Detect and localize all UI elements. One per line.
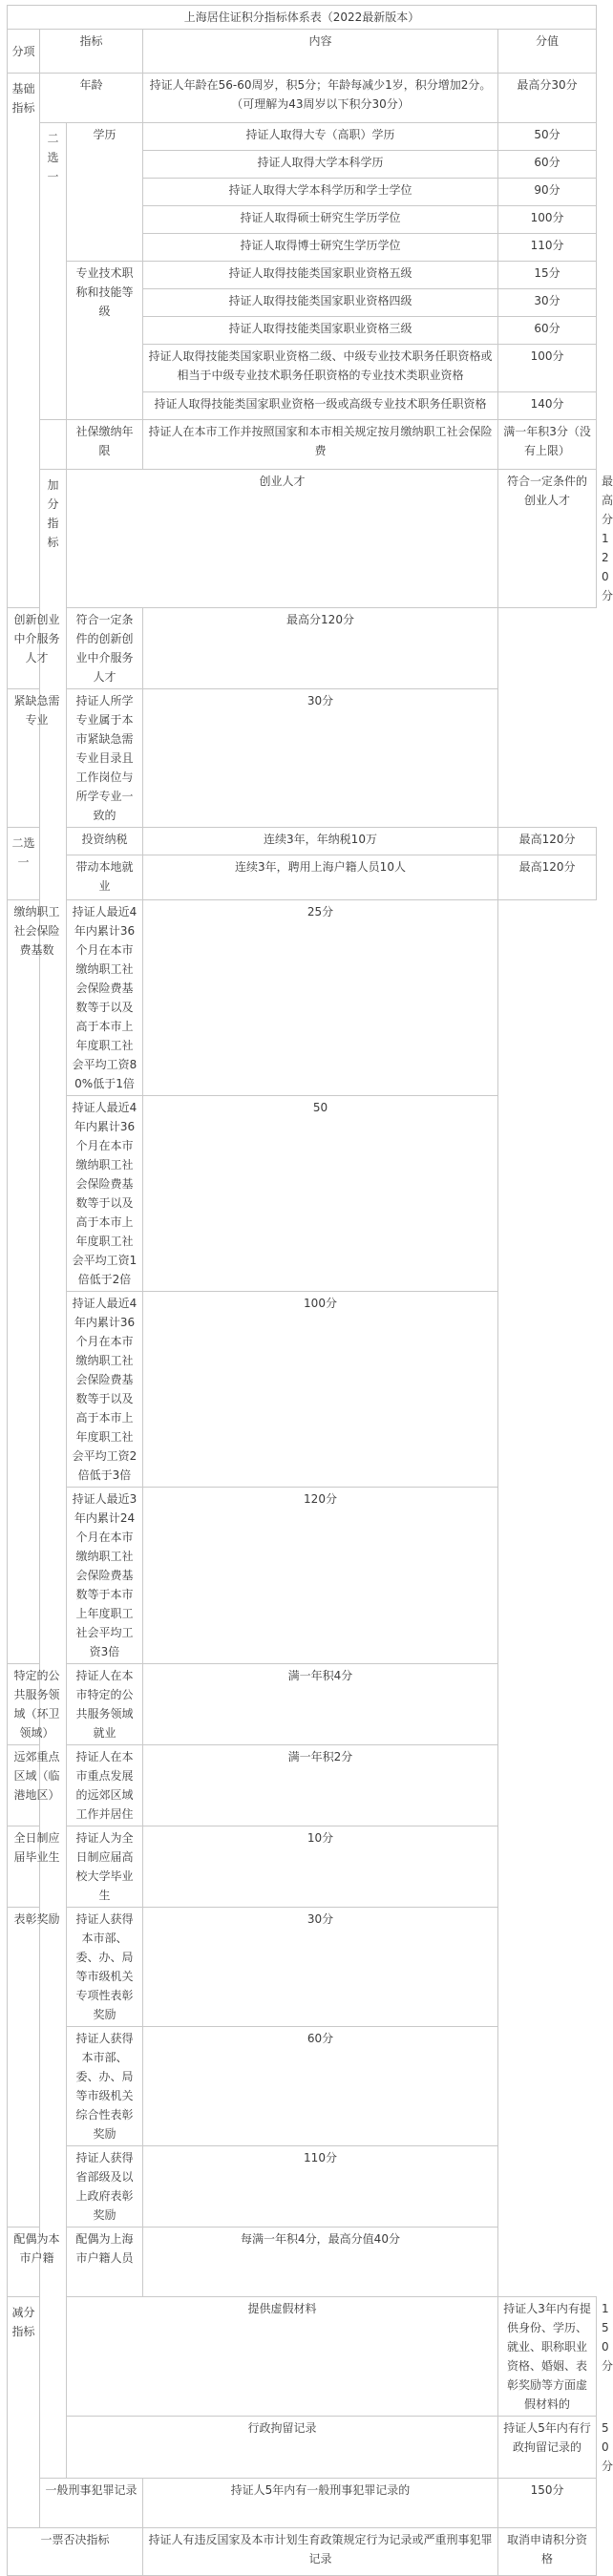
- table-row-score: 30分: [143, 1908, 498, 2027]
- category-basic: 基础指标: [8, 74, 40, 608]
- table-row-content: 持证人最近4年内累计36个月在本市缴纳职工社会保险费基数等于以及高于本市上年度职工社会平均工资1倍低于2倍: [67, 1096, 143, 1292]
- content-criminal: 持证人5年内有一般刑事犯罪记录的: [143, 2479, 498, 2528]
- table-row-content: 持证人取得硕士研究生学历学位: [143, 206, 498, 234]
- table-row-score: 50分: [498, 123, 597, 151]
- choose-one-basic: 二选一: [40, 123, 67, 420]
- indicator-detention: 行政拘留记录: [67, 2417, 498, 2479]
- indicator-investment: 投资纳税: [67, 828, 143, 855]
- score-investment: 最高120分: [498, 828, 597, 855]
- header-indicator: 指标: [40, 30, 143, 74]
- score-graduate: 10分: [143, 1826, 498, 1908]
- table-row-content: 持证人取得技能类国家职业资格四级: [143, 289, 498, 317]
- table-row-content: 持证人取得大专（高职）学历: [143, 123, 498, 151]
- table-title: 上海居住证积分指标体系表（2022最新版本）: [8, 6, 597, 30]
- content-intermediary: 符合一定条件的创新创业中介服务人才: [67, 608, 143, 689]
- table-row-content: 持证人获得本市部、委、办、局等市级机关专项性表彰奖励: [67, 1908, 143, 2027]
- indicator-commendation: 表彰奖励: [8, 1908, 67, 2228]
- indicator-age: 年龄: [40, 74, 143, 123]
- indicator-suburban: 远郊重点区域（临港地区）: [8, 1745, 67, 1826]
- table-row-content: 持证人取得技能类国家职业资格二级、中级专业技术职务任职资格或相当于中级专业技术职务任职资格的专业技术类职业资格: [143, 345, 498, 392]
- content-public-service: 持证人在本市特定的公共服务领域就业: [67, 1664, 143, 1745]
- score-intermediary: 最高分120分: [143, 608, 498, 689]
- content-false-materials: 持证人3年内有提供身份、学历、就业、职称职业资格、婚姻、表彰奖励等方面虚假材料的: [498, 2297, 597, 2417]
- table-row-score: 110分: [143, 2146, 498, 2228]
- indicator-education: 学历: [67, 123, 143, 262]
- spacer-cell: [40, 420, 67, 470]
- table-row-score: 100分: [498, 345, 597, 392]
- content-shortage: 持证人所学专业属于本市紧缺急需专业目录且工作岗位与所学专业一致的: [67, 689, 143, 828]
- indicator-social-security: 社保缴纳年限: [67, 420, 143, 470]
- indicator-spouse: 配偶为本市户籍: [8, 2228, 67, 2297]
- table-row-score: 90分: [498, 179, 597, 206]
- score-employment: 最高120分: [498, 855, 597, 900]
- content-age: 持证人年龄在56-60周岁，积5分；年龄每减少1岁，积分增加2分。（可理解为43周岁以下积分30分）: [143, 74, 498, 123]
- header-category: 分项: [8, 30, 40, 74]
- table-row-content: 持证人最近4年内累计36个月在本市缴纳职工社会保险费基数等于以及高于本市上年度职工社会平均工资80%低于1倍: [67, 900, 143, 1096]
- content-graduate: 持证人为全日制应届高校大学毕业生: [67, 1826, 143, 1908]
- score-age: 最高分30分: [498, 74, 597, 123]
- table-row-content: 持证人取得大学本科学历: [143, 151, 498, 179]
- table-row-score: 120分: [143, 1488, 498, 1664]
- indicator-graduate: 全日制应届毕业生: [8, 1826, 67, 1908]
- table-row-score: 30分: [498, 289, 597, 317]
- indicator-public-service: 特定的公共服务领域（环卫领域）: [8, 1664, 67, 1745]
- score-spouse: 每满一年积4分，最高分值40分: [143, 2228, 498, 2297]
- header-score: 分值: [498, 30, 597, 74]
- indicator-employment: 带动本地就业: [67, 855, 143, 900]
- table-row-content: 持证人最近4年内累计36个月在本市缴纳职工社会保险费基数等于以及高于本市上年度职工社会平均工资2倍低于3倍: [67, 1292, 143, 1488]
- table-row-score: 100分: [143, 1292, 498, 1488]
- table-row-score: 100分: [498, 206, 597, 234]
- content-veto: 持证人有违反国家及本市计划生育政策规定行为记录或严重刑事犯罪记录: [143, 2528, 498, 2576]
- points-indicator-table: 上海居住证积分指标体系表（2022最新版本） 分项 指标 内容 分值 基础指标 年龄 持证人年龄在56-60周岁，积5分；年龄每减少1岁，积分增加2分。（可理解为43周岁以下积分30分） 最高分30分 二选一 学历 持证人取得大专（高职）学历 50分 持证人取得大学本科学历 60分 持证人取得大学本科学历和学士学位 90分 持证人取得硕士研究生学历学位 100分 持证人取得博士研究生学历学位 110分 专业技术职称和技能等级 持证人取得技能类国家职业资格五级 15分 持证人取得技能类国家职业资格四级 30分 持证人取得技能类国家职业资格三级 60分 持证人取得技能类国家职业资格二级、中级专业技术职务任职资格或相当于中级专业技术职务任职资格的专业技术类职业资格 100分 持证人取得技能类国家职业资格一级或高级专业技术职务任职资格 140分 社保缴纳年限 持证人在本市工作并按照国家和本市相关规定按月缴纳职工社会保险费 满一年积3分（没有上限） 加分指标 创业人才 符合一定条件的创业人才 最高分120分 创新创业中介服务人才 符合一定条件的创新创业中介服务人才 最高分120分 紧缺急需专业 持证人所学专业属于本市紧缺急需专业目录且工作岗位与所学专业一致的 30分 二选一 投资纳税 连续3年，年纳税10万 最高120分 带动本地就业 连续3年，聘用上海户籍人员10人 最高120分 缴纳职工社会保险费基数 持证人最近4年内累计36个月在本市缴纳职工社会保险费基数等于以及高于本市上年度职工社会平均工资80%低于1倍 25分 持证人最近4年内累计36个月在本市缴纳职工社会保险费基数等于以及高于本市上年度职工社会平均工资1倍低于2倍 50 持证人最近4年内累计36个月在本市缴纳职工社会保险费基数等于以及高于本市上年度职工社会平均工资2倍低于3倍 100分 持证人最近3年内累计24个月在本市缴纳职工社会保险费基数等于本市上年度职工社会平均工资3倍 120分 特定的公共服务领域（环卫领域） 持证人在本市特定的公共服务领域就业 满一年积4分 远郊重点区域（临港地区） 持证人在本市重点发展的远郊区域工作并居住 满一年积2分 全日制应届毕业生 持证人为全日制应届高校大学毕业生 10分 表彰奖励 持证人获得本市部、委、办、局等市级机关专项性表彰奖励 30分 持证人获得本市部、委、办、局等市级机关综合性表彰奖励 60分 持证人获得省部级及以上政府表彰奖励 110分 配偶为本市户籍 配偶为上海市户籍人员 每满一年积4分，最高分值40分 减分指标 提供虚假材料 持证人3年内有提供身份、学历、就业、职称职业资格、婚姻、表彰奖励等方面虚假材料的 150分 行政拘留记录 持证人5年内有行政拘留记录的 50分 一般刑事犯罪记录 持证人5年内有一般刑事犯罪记录的 150分 一票否决指标 持证人有违反国家及本市计划生育政策规定行为记录或严重刑事犯罪记录 取消申请积分资格: [7, 5, 597, 2576]
- score-public-service: 满一年积4分: [143, 1664, 498, 1745]
- indicator-criminal: 一般刑事犯罪记录: [40, 2479, 143, 2528]
- content-entrepreneur: 符合一定条件的创业人才: [498, 470, 597, 608]
- table-row-content: 持证人最近3年内累计24个月在本市缴纳职工社会保险费基数等于本市上年度职工社会平均工资3倍: [67, 1488, 143, 1664]
- table-row-score: 60分: [143, 2027, 498, 2146]
- table-row-score: 110分: [498, 234, 597, 262]
- table-row-content: 持证人取得技能类国家职业资格一级或高级专业技术职务任职资格: [143, 392, 498, 420]
- table-row-content: 持证人取得技能类国家职业资格三级: [143, 317, 498, 345]
- score-veto: 取消申请积分资格: [498, 2528, 597, 2576]
- score-suburban: 满一年积2分: [143, 1745, 498, 1826]
- table-row-score: 15分: [498, 262, 597, 289]
- category-bonus: 加分指标: [40, 470, 67, 2479]
- table-row-content: 持证人取得技能类国家职业资格五级: [143, 262, 498, 289]
- indicator-false-materials: 提供虚假材料: [67, 2297, 498, 2417]
- indicator-intermediary: 创新创业中介服务人才: [8, 608, 67, 689]
- header-content: 内容: [143, 30, 498, 74]
- content-social-security: 持证人在本市工作并按照国家和本市相关规定按月缴纳职工社会保险费: [143, 420, 498, 470]
- table-row-score: 50: [143, 1096, 498, 1292]
- table-row-content: 持证人获得省部级及以上政府表彰奖励: [67, 2146, 143, 2228]
- content-detention: 持证人5年内有行政拘留记录的: [498, 2417, 597, 2479]
- indicator-insurance-base: 缴纳职工社会保险费基数: [8, 900, 67, 1664]
- indicator-shortage: 紧缺急需专业: [8, 689, 67, 828]
- content-spouse: 配偶为上海市户籍人员: [67, 2228, 143, 2297]
- indicator-technical: 专业技术职称和技能等级: [67, 262, 143, 420]
- content-employment: 连续3年，聘用上海户籍人员10人: [143, 855, 498, 900]
- table-row-score: 60分: [498, 151, 597, 179]
- content-investment: 连续3年，年纳税10万: [143, 828, 498, 855]
- table-row-score: 25分: [143, 900, 498, 1096]
- category-deduct: 减分指标: [8, 2297, 40, 2528]
- indicator-entrepreneur: 创业人才: [67, 470, 498, 608]
- choose-one-bonus: 二选一: [8, 828, 40, 900]
- table-row-content: 持证人取得大学本科学历和学士学位: [143, 179, 498, 206]
- table-row-content: 持证人取得博士研究生学历学位: [143, 234, 498, 262]
- content-suburban: 持证人在本市重点发展的远郊区域工作并居住: [67, 1745, 143, 1826]
- table-row-content: 持证人获得本市部、委、办、局等市级机关综合性表彰奖励: [67, 2027, 143, 2146]
- table-row-score: 140分: [498, 392, 597, 420]
- table-row-score: 60分: [498, 317, 597, 345]
- score-shortage: 30分: [143, 689, 498, 828]
- score-criminal: 150分: [498, 2479, 597, 2528]
- indicator-veto: 一票否决指标: [8, 2528, 143, 2576]
- score-social-security: 满一年积3分（没有上限）: [498, 420, 597, 470]
